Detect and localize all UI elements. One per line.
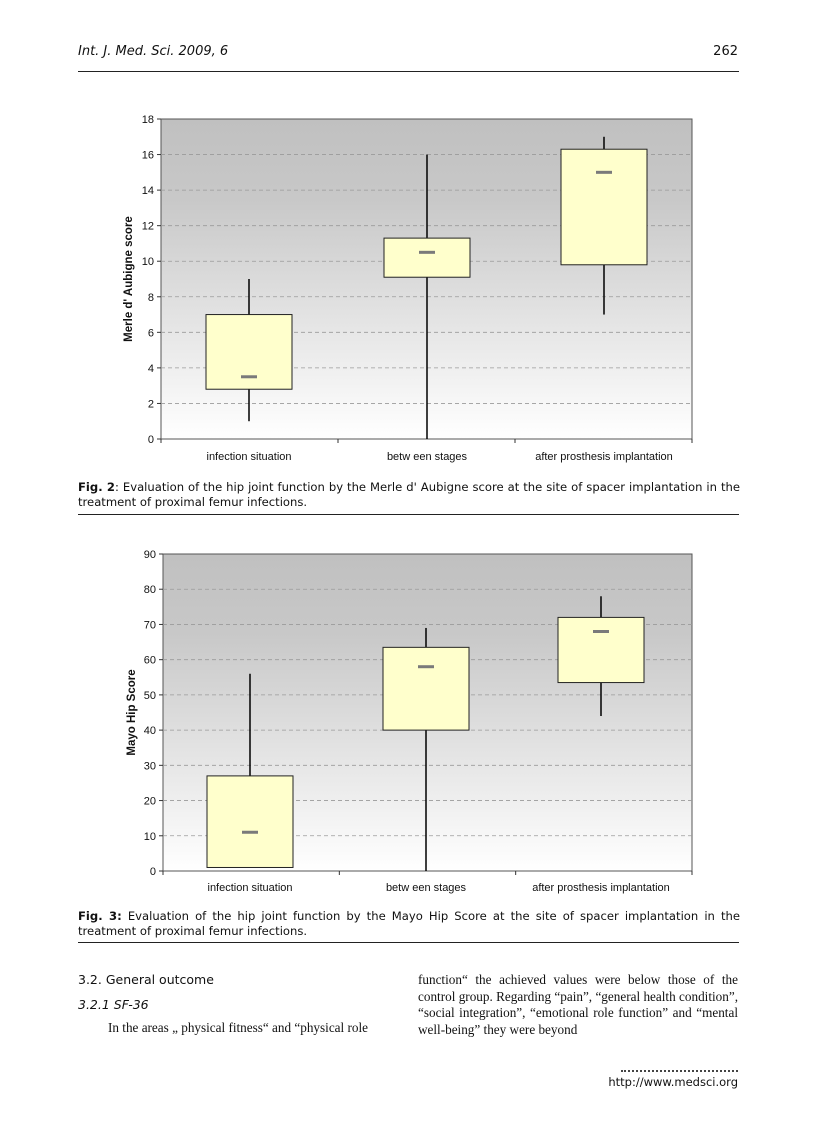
y-tick-label: 0: [149, 866, 156, 878]
y-tick-label: 70: [143, 619, 156, 632]
figure-3-caption-text: Evaluation of the hip joint function by the Mayo Hip Score at the site of spacer implantation in the treatment of proximal femur infections.: [78, 909, 740, 938]
x-category-label: infection situation: [206, 451, 292, 463]
box: [384, 238, 470, 277]
y-tick-label: 60: [143, 654, 156, 667]
figure-3-chart: [0, 520, 816, 910]
box: [561, 149, 647, 265]
figure-3-rule: [78, 942, 739, 943]
y-tick-label: 80: [143, 584, 156, 597]
y-axis-title: Merle d' Aubigne score: [123, 216, 135, 342]
x-category-label: betw een stages: [385, 882, 467, 894]
y-tick-label: 10: [141, 256, 154, 269]
figure-2-caption: [78, 480, 740, 510]
figure-3-label: Fig. 3:: [78, 909, 122, 923]
y-tick-label: 10: [143, 830, 156, 843]
y-tick-label: 50: [143, 689, 156, 702]
x-category-label: betw een stages: [386, 451, 468, 463]
figure-2-chart: [0, 0, 816, 470]
y-tick-label: 20: [143, 795, 156, 808]
right-paragraph: function“ the achieved values were below those of the control group. Regarding “pain”, “general health condition”, “social integration”, “emotional role function” and “mental well-being” they were beyond: [418, 972, 738, 1037]
y-tick-label: 16: [141, 149, 154, 162]
y-tick-label: 4: [147, 362, 154, 375]
x-category-label: after prosthesis implantation: [532, 882, 670, 894]
body-right-column: [418, 972, 738, 1038]
footer-dotted-rule: [621, 1070, 738, 1072]
y-tick-label: 12: [141, 220, 154, 233]
y-tick-label: 30: [143, 760, 156, 773]
y-tick-label: 40: [143, 725, 156, 738]
box: [383, 647, 469, 730]
y-tick-label: 18: [141, 114, 154, 126]
body-left-column: [78, 972, 394, 1037]
figure-2-caption-text: : Evaluation of the hip joint function by the Merle d' Aubigne score at the site of spacer implantation in the treatment of proximal femur infections.: [78, 480, 740, 509]
y-tick-label: 14: [141, 185, 154, 198]
y-tick-label: 8: [147, 291, 154, 304]
x-category-label: infection situation: [207, 882, 293, 894]
y-axis-title: Mayo Hip Score: [126, 669, 138, 756]
box: [207, 776, 293, 868]
figure-2-label: Fig. 2: [78, 480, 115, 494]
y-tick-label: 90: [143, 549, 156, 561]
x-category-label: after prosthesis implantation: [535, 451, 673, 463]
section-heading: 3.2. General outcome: [78, 972, 214, 987]
figure-2-rule: [78, 514, 739, 515]
page-number: 262: [713, 44, 738, 59]
y-tick-label: 0: [147, 434, 154, 446]
y-tick-label: 2: [147, 398, 154, 411]
left-paragraph: In the areas „ physical fitness“ and “physical role: [108, 1020, 368, 1035]
subsection-heading: 3.2.1 SF-36: [78, 997, 149, 1012]
footer-url: http://www.medsci.org: [608, 1075, 738, 1089]
journal-citation: Int. J. Med. Sci. 2009, 6: [78, 44, 229, 59]
y-tick-label: 6: [147, 327, 154, 340]
figure-3-caption: [78, 909, 740, 939]
box: [558, 617, 644, 682]
